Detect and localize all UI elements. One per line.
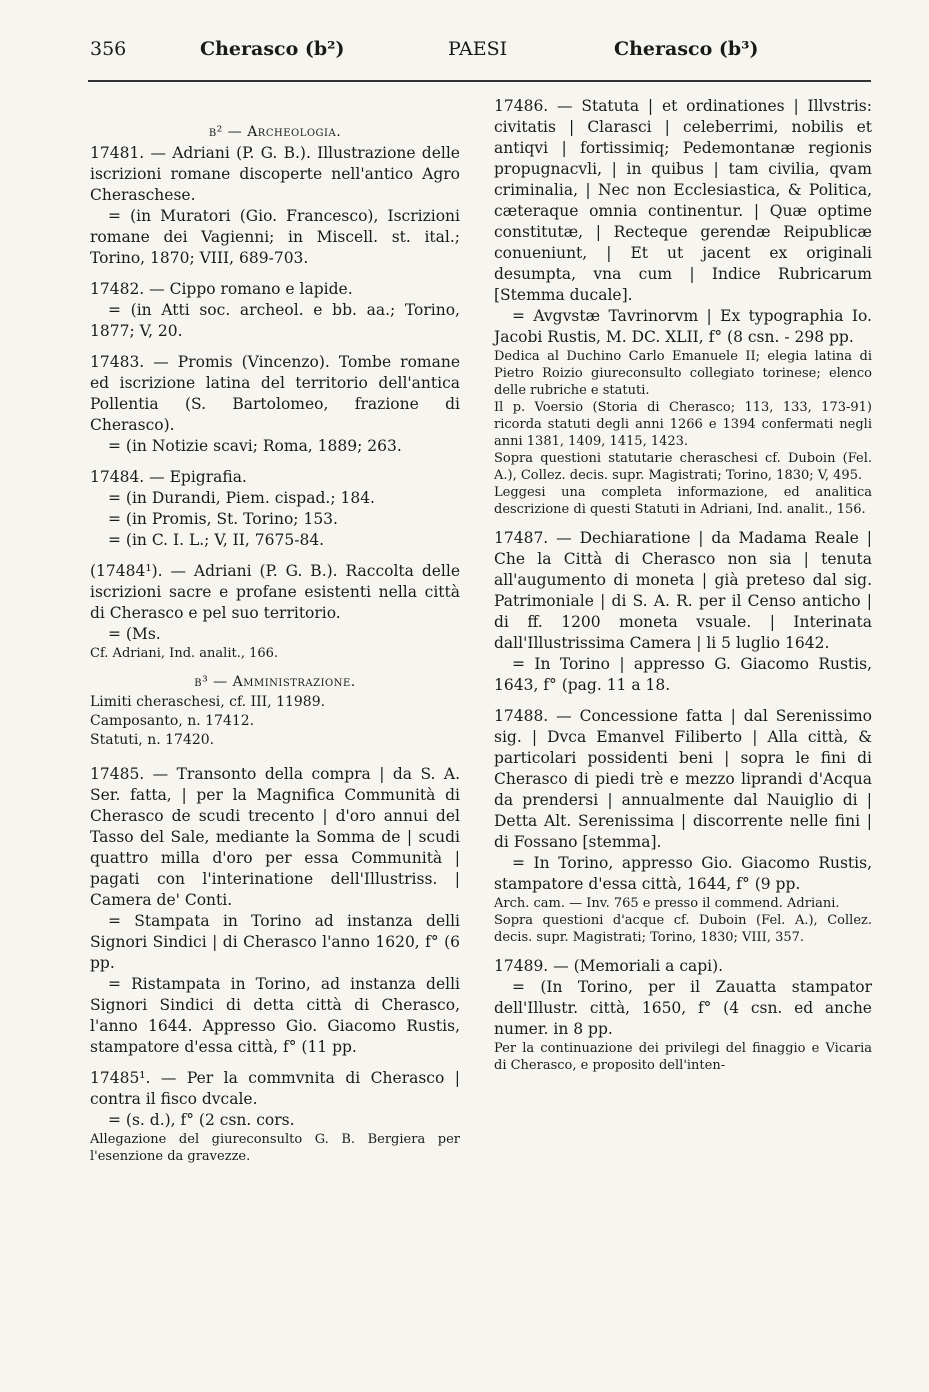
entry-imprint: = Ristampata in Torino, ad instanza delli Signori Sindici di detta città di Cherasco, l'anno 1644. Appresso Gio. Giacomo Rustis, stampatore d'essa città, f° (11 pp. — [90, 975, 460, 1056]
entry-text: 17487. — Dechiaratione | da Madama Reale | Che la Città di Cherasco non sia | tenuta all'augumento di moneta | già preteso dal sig. Patrimoniale | di S. A. R. per il Censo anticho | di ff. 1200 moneta vsuale. | Interinata dall'Illustrissima Camera | li 5 luglio 1642. — [494, 529, 872, 652]
entry-imprint: = (s. d.), f° (2 csn. cors. — [108, 1111, 295, 1129]
entry-note: Cf. Adriani, Ind. analit., 166. — [90, 646, 279, 661]
cross-reference: Statuti, n. 17420. — [90, 732, 215, 748]
entry-imprint: = (in Atti soc. archeol. e bb. aa.; Torino, 1877; V, 20. — [90, 301, 460, 340]
left-running-title: Cherasco (b²) — [200, 38, 345, 60]
entry-17482 — [90, 279, 460, 342]
cross-reference: Limiti cheraschesi, cf. III, 11989. — [90, 694, 326, 710]
entry-imprint: = (in Durandi, Piem. cispad.; 184. — [108, 489, 375, 507]
entry-note: Sopra questioni statutarie cheraschesi cf. Duboin (Fel. A.), Collez. decis. supr. Magistrati; Torino, 1830; V, 495. — [494, 451, 872, 483]
left-column — [90, 96, 460, 1175]
center-running-title: PAESI — [448, 38, 508, 60]
entry-imprint: = (in Promis, St. Torino; 153. — [108, 510, 338, 528]
entry-17484 — [90, 467, 460, 551]
entry-note: Dedica al Duchino Carlo Emanuele II; elegia latina di Pietro Roizio giureconsulto collegiato torinese; elenco delle rubriche e statuti. — [494, 349, 872, 398]
entry-text: 17485. — Transonto della compra | da S. A. Ser. fatta, | per la Magnifica Communità di Cherasco de scudi trecento | d'oro annui del Tasso del Sale, mediante la Somma de | scudi quattro milla d'oro per essa Communità | pagati con l'interinatione dell'Illustriss. | Camera de' Conti. — [90, 765, 460, 909]
entry-17488 — [494, 706, 872, 946]
entry-text: (17484¹). — Adriani (P. G. B.). Raccolta delle iscrizioni sacre e profane esistenti nella città di Cherasco e pel suo territorio. — [90, 562, 460, 622]
entry-imprint: = In Torino | appresso G. Giacomo Rustis, 1643, f° (pag. 11 a 18. — [494, 655, 872, 694]
entry-imprint: = (Ms. — [108, 625, 161, 643]
entry-text: 17488. — Concessione fatta | dal Serenissimo sig. | Dvca Emanvel Filiberto | Alla città, & particolari possidenti beni | sopra le fini di Cherasco di piedi trè e mezzo liprandi d'Acqua da prendersi | annualmente dal Nauiglio di | Detta Alt. Serenissima | discorrente nelle fini | di Fossano [stemma]. — [494, 707, 872, 851]
entry-note: Allegazione del giureconsulto G. B. Bergiera per l'esenzione da gravezze. — [90, 1132, 460, 1164]
entry-17481 — [90, 143, 460, 269]
entry-text: 17485¹. — Per la commvnita di Cherasco | contra il fisco dvcale. — [90, 1069, 460, 1108]
right-column — [494, 96, 872, 1084]
entry-17485 — [90, 764, 460, 1058]
entry-17486 — [494, 96, 872, 518]
entry-note: Sopra questioni d'acque cf. Duboin (Fel. A.), Collez. decis. supr. Magistrati; Torino, 1830; VIII, 357. — [494, 913, 872, 945]
entry-text: 17483. — Promis (Vincenzo). Tombe romane ed iscrizione latina del territorio dell'antica Pollentia (S. Bartolomeo, frazione di Cherasco). — [90, 353, 460, 434]
entry-17487 — [494, 528, 872, 696]
entry-imprint: = (in C. I. L.; V, II, 7675-84. — [108, 531, 325, 549]
entry-imprint: = (in Notizie scavi; Roma, 1889; 263. — [108, 437, 402, 455]
entry-text: 17482. — Cippo romano e lapide. — [90, 280, 353, 298]
entry-note: Arch. cam. — Inv. 765 e presso il commend. Adriani. — [494, 896, 840, 911]
entry-17483 — [90, 352, 460, 457]
section-heading: b³ — Amministrazione. — [194, 674, 356, 690]
entry-imprint: = Stampata in Torino ad instanza delli Signori Sindici | di Cherasco l'anno 1620, f° (6 pp. — [90, 912, 460, 972]
section-heading: b² — Archeologia. — [208, 124, 342, 140]
entry-text: 17481. — Adriani (P. G. B.). Illustrazione delle iscrizioni romane discoperte nell'antico Agro Cheraschese. — [90, 144, 460, 204]
entry-text: 17489. — (Memoriali a capi). — [494, 957, 724, 975]
entry-17489 — [494, 956, 872, 1074]
right-running-title: Cherasco (b³) — [614, 38, 759, 60]
page-header — [0, 0, 929, 60]
entry-note: Il p. Voersio (Storia di Cherasco; 113, 133, 173-91) ricorda statuti degli anni 1266 e 1394 confermati negli anni 1381, 1409, 1415, 1423. — [494, 400, 872, 449]
entry-imprint: = In Torino, appresso Gio. Giacomo Rustis, stampatore d'essa città, 1644, f° (9 pp. — [494, 854, 872, 893]
page-number: 356 — [90, 38, 127, 60]
entry-17484-1 — [90, 561, 460, 662]
entry-note: Leggesi una completa informazione, ed analitica descrizione di questi Statuti in Adriani, Ind. analit., 156. — [494, 485, 872, 517]
entry-17485-1 — [90, 1068, 460, 1165]
entry-text: 17484. — Epigrafia. — [90, 468, 247, 486]
entry-imprint: = (in Muratori (Gio. Francesco), Iscrizioni romane dei Vagienni; in Miscell. st. ital.; Torino, 1870; VIII, 689-703. — [90, 207, 460, 267]
entry-note: Per la continuazione dei privilegi del finaggio e Vicaria di Cherasco, e proposito dell'inten- — [494, 1041, 872, 1073]
cross-reference: Camposanto, n. 17412. — [90, 713, 255, 729]
entry-text: 17486. — Statuta | et ordinationes | Illvstris: civitatis | Clarasci | celeberrimi, nobilis et antiqvi | fortissimiq; Pedemontanæ regionis propugnacvli, | in quibus | tam civilia, qvam criminalia, | Nec non Ecclesiastica, & Politica, cæteraque omnia continentur. | Quæ optime constitutæ, | Recteque gerendæ Reipublicæ conueniunt, | Et ut jacent ex originali desumpta, vna cum | Indice Rubricarum [Stemma ducale]. — [494, 97, 872, 304]
header-rule — [88, 80, 871, 82]
entry-imprint: = Avgvstæ Tavrinorvm | Ex typographia Io. Jacobi Rustis, M. DC. XLII, f° (8 csn. - 298 pp. — [494, 307, 872, 346]
entry-imprint: = (In Torino, per il Zauatta stampator dell'Illustr. città, 1650, f° (4 csn. ed anche numer. in 8 pp. — [494, 978, 872, 1038]
cross-references — [90, 693, 460, 750]
